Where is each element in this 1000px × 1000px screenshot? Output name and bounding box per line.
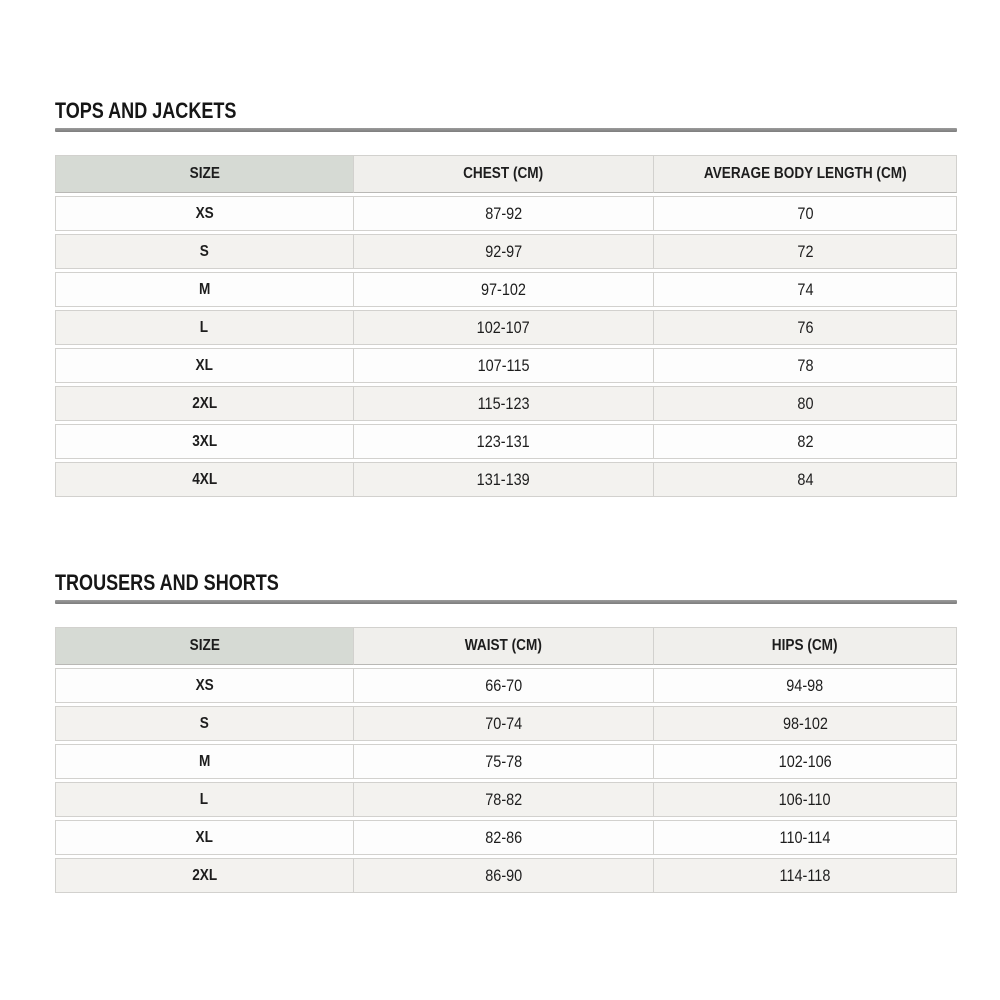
cell-text: 3XL bbox=[191, 432, 217, 450]
cell-text: 2XL bbox=[191, 394, 217, 412]
section-tops-and-jackets bbox=[55, 100, 957, 500]
table-row bbox=[55, 196, 957, 231]
size-cell bbox=[55, 668, 353, 703]
cell-text: 4XL bbox=[191, 470, 217, 488]
size-cell bbox=[55, 348, 353, 383]
value-cell bbox=[353, 820, 653, 855]
value-cell bbox=[353, 310, 653, 345]
cell-text: 102-106 bbox=[778, 751, 832, 771]
cell-text: 123-131 bbox=[476, 431, 530, 451]
cell-text: 131-139 bbox=[476, 469, 530, 489]
cell-text: M bbox=[198, 280, 210, 298]
cell-text: XS bbox=[195, 676, 214, 694]
table-row bbox=[55, 310, 957, 345]
cell-text: M bbox=[198, 752, 210, 770]
cell-text: 76 bbox=[796, 317, 814, 337]
cell-text: XL bbox=[195, 828, 214, 846]
value-cell bbox=[353, 462, 653, 497]
cell-text: XL bbox=[195, 356, 214, 374]
value-cell bbox=[653, 310, 957, 345]
size-cell bbox=[55, 782, 353, 817]
measure-column-header bbox=[353, 627, 653, 665]
section-divider bbox=[55, 128, 957, 132]
table-row bbox=[55, 668, 957, 703]
size-cell bbox=[55, 820, 353, 855]
header-label: CHEST (CM) bbox=[463, 165, 544, 182]
cell-text: 94-98 bbox=[786, 675, 824, 695]
size-cell bbox=[55, 744, 353, 779]
section-divider bbox=[55, 600, 957, 604]
cell-text: 75-78 bbox=[484, 751, 522, 771]
header-label: AVERAGE BODY LENGTH (CM) bbox=[703, 165, 907, 182]
size-cell bbox=[55, 386, 353, 421]
cell-text: 82-86 bbox=[484, 827, 522, 847]
cell-text: 2XL bbox=[191, 866, 217, 884]
cell-text: 66-70 bbox=[484, 675, 522, 695]
section-trousers-and-shorts bbox=[55, 572, 957, 896]
cell-text: 115-123 bbox=[477, 393, 530, 413]
value-cell bbox=[653, 462, 957, 497]
value-cell bbox=[653, 782, 957, 817]
header-row bbox=[55, 155, 957, 193]
trousers-and-shorts-table bbox=[55, 624, 957, 896]
table-row bbox=[55, 744, 957, 779]
value-cell bbox=[353, 668, 653, 703]
value-cell bbox=[353, 858, 653, 893]
value-cell bbox=[353, 744, 653, 779]
value-cell bbox=[353, 196, 653, 231]
size-column-header bbox=[55, 155, 353, 193]
cell-text: 92-97 bbox=[484, 241, 522, 261]
value-cell bbox=[653, 858, 957, 893]
measure-column-header bbox=[653, 155, 957, 193]
cell-text: 110-114 bbox=[779, 827, 831, 847]
value-cell bbox=[653, 744, 957, 779]
header-label: SIZE bbox=[189, 165, 220, 182]
cell-text: L bbox=[200, 318, 209, 336]
value-cell bbox=[353, 706, 653, 741]
value-cell bbox=[353, 234, 653, 269]
cell-text: 98-102 bbox=[782, 713, 828, 733]
size-column-header bbox=[55, 627, 353, 665]
cell-text: 97-102 bbox=[480, 279, 526, 299]
value-cell bbox=[353, 348, 653, 383]
size-cell bbox=[55, 462, 353, 497]
header-label: HIPS (CM) bbox=[772, 637, 838, 654]
measure-column-header bbox=[353, 155, 653, 193]
table-row bbox=[55, 820, 957, 855]
table-row bbox=[55, 234, 957, 269]
tops-and-jackets-table bbox=[55, 152, 957, 500]
value-cell bbox=[653, 196, 957, 231]
table-row bbox=[55, 858, 957, 893]
cell-text: 78 bbox=[796, 355, 814, 375]
value-cell bbox=[653, 820, 957, 855]
table-row bbox=[55, 386, 957, 421]
value-cell bbox=[353, 424, 653, 459]
value-cell bbox=[653, 706, 957, 741]
size-cell bbox=[55, 424, 353, 459]
value-cell bbox=[353, 386, 653, 421]
table-row bbox=[55, 782, 957, 817]
cell-text: 70 bbox=[796, 203, 814, 223]
value-cell bbox=[653, 424, 957, 459]
value-cell bbox=[653, 386, 957, 421]
size-cell bbox=[55, 706, 353, 741]
cell-text: 80 bbox=[796, 393, 814, 413]
size-cell bbox=[55, 272, 353, 307]
table-row bbox=[55, 424, 957, 459]
table-row bbox=[55, 348, 957, 383]
section-title-trousers-and-shorts bbox=[55, 572, 957, 594]
size-cell bbox=[55, 310, 353, 345]
cell-text: L bbox=[200, 790, 209, 808]
cell-text: 70-74 bbox=[484, 713, 522, 733]
section-title-text: TROUSERS AND SHORTS bbox=[55, 570, 279, 595]
cell-text: 82 bbox=[796, 431, 814, 451]
cell-text: 78-82 bbox=[484, 789, 522, 809]
header-row bbox=[55, 627, 957, 665]
header-label: SIZE bbox=[189, 637, 220, 654]
cell-text: 72 bbox=[796, 241, 814, 261]
cell-text: 84 bbox=[796, 469, 814, 489]
cell-text: 106-110 bbox=[779, 789, 831, 809]
value-cell bbox=[353, 272, 653, 307]
value-cell bbox=[353, 782, 653, 817]
value-cell bbox=[653, 272, 957, 307]
section-title-text: TOPS AND JACKETS bbox=[55, 98, 237, 123]
size-cell bbox=[55, 196, 353, 231]
value-cell bbox=[653, 234, 957, 269]
table-row bbox=[55, 462, 957, 497]
table-row bbox=[55, 706, 957, 741]
cell-text: 74 bbox=[796, 279, 814, 299]
size-cell bbox=[55, 858, 353, 893]
value-cell bbox=[653, 348, 957, 383]
cell-text: S bbox=[199, 242, 209, 260]
cell-text: 102-107 bbox=[476, 317, 530, 337]
size-cell bbox=[55, 234, 353, 269]
cell-text: 86-90 bbox=[484, 865, 522, 885]
value-cell bbox=[653, 668, 957, 703]
cell-text: XS bbox=[195, 204, 214, 222]
cell-text: 107-115 bbox=[477, 355, 530, 375]
measure-column-header bbox=[653, 627, 957, 665]
header-label: WAIST (CM) bbox=[464, 637, 542, 654]
section-title-tops-and-jackets bbox=[55, 100, 957, 122]
cell-text: S bbox=[199, 714, 209, 732]
table-row bbox=[55, 272, 957, 307]
cell-text: 87-92 bbox=[484, 203, 522, 223]
cell-text: 114-118 bbox=[779, 865, 831, 885]
